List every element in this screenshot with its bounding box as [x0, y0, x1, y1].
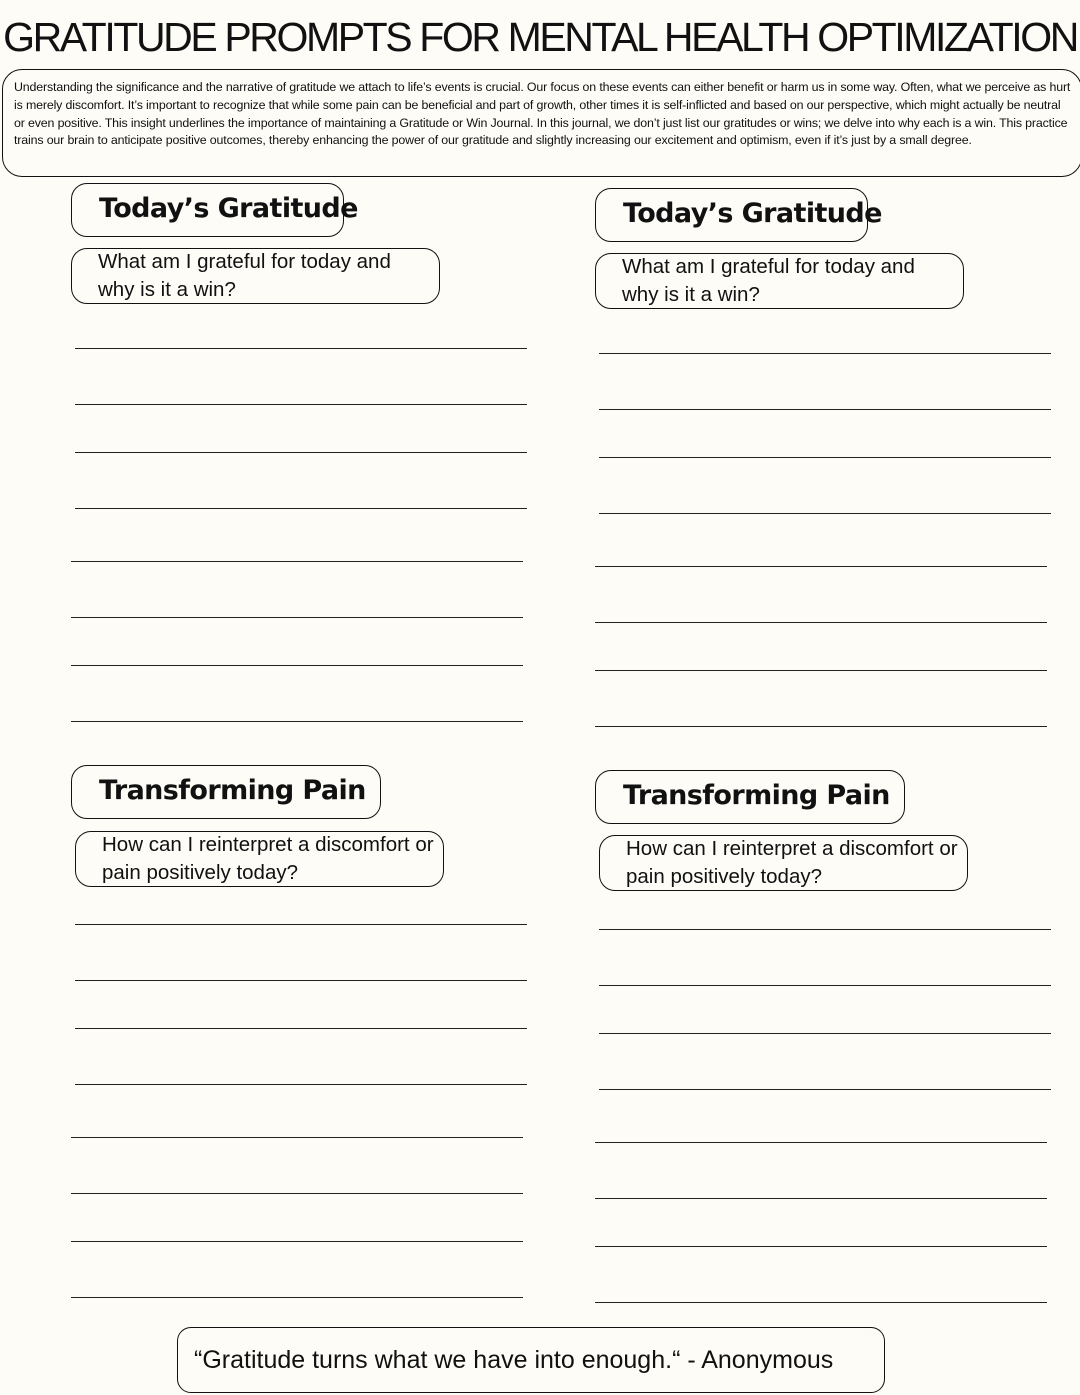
pain-heading-right-text: Transforming Pain — [623, 780, 890, 811]
writing-line[interactable] — [599, 457, 1051, 458]
gratitude-heading-left-text: Today’s Gratitude — [99, 193, 358, 224]
quote-text: “Gratitude turns what we have into enough.“ - Anonymous — [194, 1346, 834, 1374]
writing-line[interactable] — [595, 670, 1047, 671]
writing-line[interactable] — [75, 404, 527, 405]
writing-line[interactable] — [595, 622, 1047, 623]
writing-line[interactable] — [75, 924, 527, 925]
writing-line[interactable] — [75, 348, 527, 349]
writing-line[interactable] — [71, 1193, 523, 1194]
gratitude-heading-right — [595, 188, 882, 242]
writing-line[interactable] — [75, 452, 527, 453]
writing-line[interactable] — [595, 1198, 1047, 1199]
writing-line[interactable] — [71, 1241, 523, 1242]
writing-line[interactable] — [595, 1246, 1047, 1247]
writing-line[interactable] — [75, 980, 527, 981]
gratitude-heading-left — [71, 183, 358, 237]
gratitude-question-left-line2: why is it a win? — [98, 278, 236, 301]
gratitude-question-right-line1: What am I grateful for today and — [622, 255, 915, 278]
writing-line[interactable] — [599, 1033, 1051, 1034]
writing-line[interactable] — [595, 566, 1047, 567]
pain-question-right-line2: pain positively today? — [626, 865, 823, 888]
gratitude-question-left-line1: What am I grateful for today and — [98, 250, 391, 273]
pain-question-right — [599, 835, 968, 891]
gratitude-question-left — [71, 248, 440, 304]
pain-question-left-line2: pain positively today? — [102, 861, 299, 884]
writing-line[interactable] — [599, 985, 1051, 986]
writing-line[interactable] — [71, 617, 523, 618]
gratitude-question-right-line2: why is it a win? — [622, 283, 760, 306]
writing-line[interactable] — [71, 1297, 523, 1298]
pain-question-left — [75, 831, 444, 887]
writing-line[interactable] — [71, 1137, 523, 1138]
writing-line[interactable] — [595, 1302, 1047, 1303]
pain-heading-left-text: Transforming Pain — [99, 775, 366, 806]
writing-line[interactable] — [71, 721, 523, 722]
pain-question-right-line1: How can I reinterpret a discomfort or — [626, 837, 958, 860]
gratitude-question-right — [595, 253, 964, 309]
writing-line[interactable] — [599, 353, 1051, 354]
writing-line[interactable] — [75, 1084, 527, 1085]
writing-line[interactable] — [71, 561, 523, 562]
quote-box — [177, 1327, 885, 1393]
intro-paragraph: Understanding the significance and the narrative of gratitude we attach to life’s events is crucial. Our focus on these events can either benefit or harm us in some way. Often, what we perceive as hurt is merely discomfort. It’s important to recognize that while some pain can be beneficial and part of growth, other times it is self-inflicted and based on our perspective, which might actually be neutral or even positive. This insight underlines the importance of maintaining a Gratitude or Win Journal. In this journal, we don’t just list our gratitudes or wins; we delve into why each is a win. This practice trains our brain to anticipate positive outcomes, thereby enhancing the power of our gratitude and slightly increasing our excitement and optimism, even if it’s just by a small degree. — [2, 69, 1080, 177]
writing-line[interactable] — [71, 665, 523, 666]
writing-line[interactable] — [75, 508, 527, 509]
writing-line[interactable] — [599, 409, 1051, 410]
writing-line[interactable] — [75, 1028, 527, 1029]
writing-line[interactable] — [599, 929, 1051, 930]
pain-heading-left — [71, 765, 381, 819]
writing-line[interactable] — [599, 513, 1051, 514]
writing-line[interactable] — [595, 726, 1047, 727]
gratitude-heading-right-text: Today’s Gratitude — [623, 198, 882, 229]
pain-heading-right — [595, 770, 905, 824]
pain-question-left-line1: How can I reinterpret a discomfort or — [102, 833, 434, 856]
writing-line[interactable] — [595, 1142, 1047, 1143]
page-title: GRATITUDE PROMPTS FOR MENTAL HEALTH OPTIMIZATION — [3, 14, 1077, 60]
writing-line[interactable] — [599, 1089, 1051, 1090]
